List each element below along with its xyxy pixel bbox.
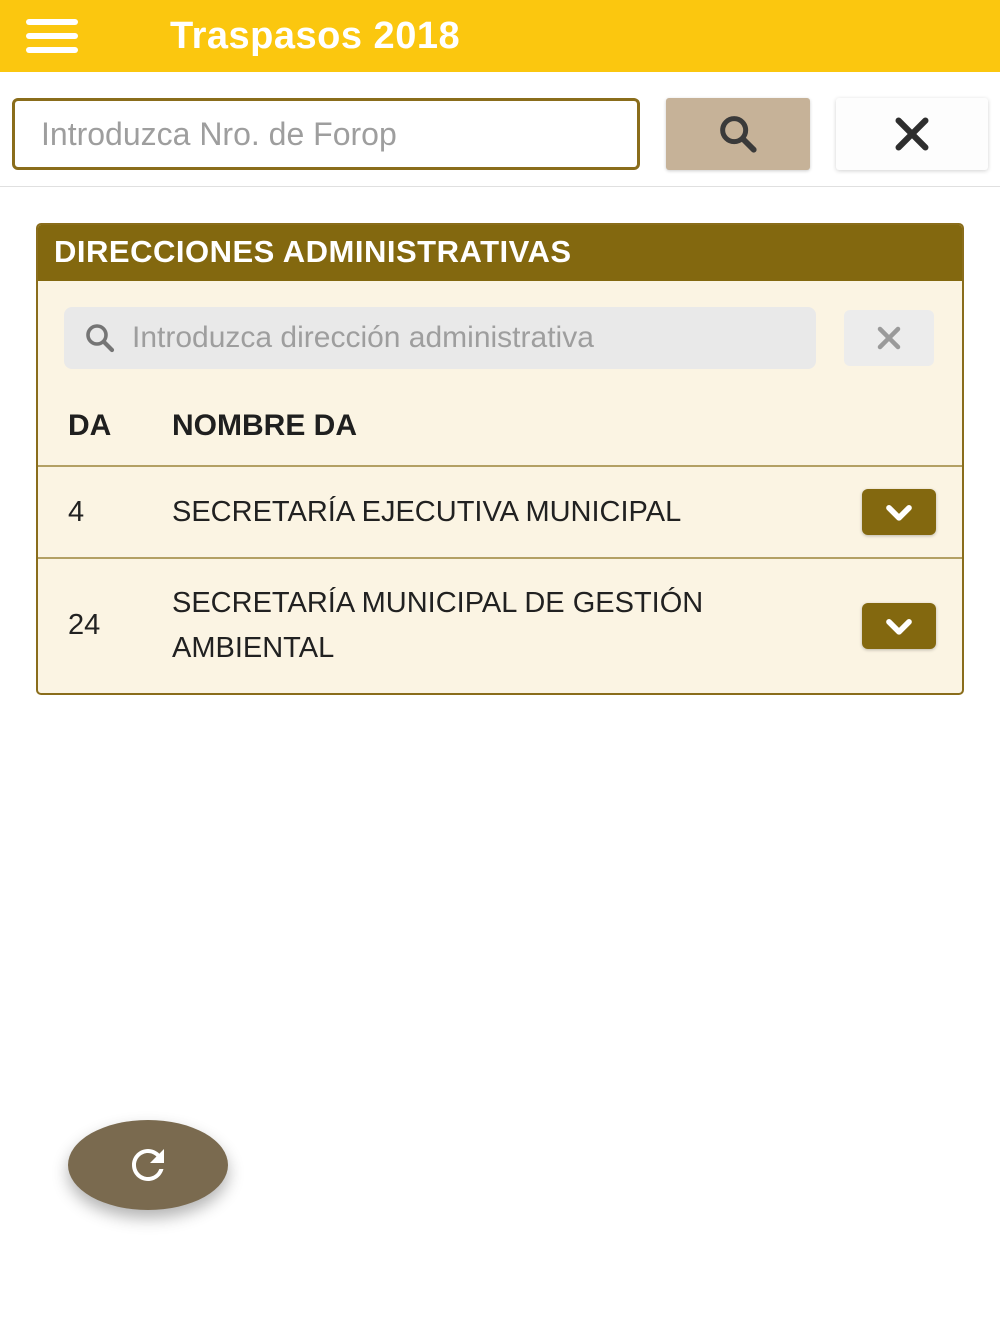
expand-row-button[interactable]: [862, 489, 936, 535]
cell-da: 4: [68, 495, 85, 528]
menu-button[interactable]: [26, 14, 82, 58]
close-icon: [889, 111, 935, 157]
chevron-down-icon: [879, 492, 919, 532]
cell-nombre: SECRETARÍA MUNICIPAL DE GESTIÓN AMBIENTAL: [172, 587, 704, 664]
app-bar: [0, 0, 1000, 72]
da-search-box[interactable]: [64, 307, 816, 369]
col-header-da: DA: [68, 409, 112, 442]
panel-search-row: [38, 281, 962, 387]
top-search-section: [0, 72, 1000, 187]
page-title: Traspasos 2018: [170, 14, 461, 57]
cell-da: 24: [68, 609, 101, 642]
refresh-fab[interactable]: [68, 1120, 228, 1210]
table-row: [38, 559, 962, 693]
da-clear-button[interactable]: [844, 310, 934, 366]
magnifier-icon: [82, 320, 118, 356]
panel-title: DIRECCIONES ADMINISTRATIVAS: [38, 225, 962, 281]
forop-search-input[interactable]: [12, 98, 640, 170]
da-search-input[interactable]: [132, 321, 798, 355]
table-row: [38, 467, 962, 559]
direcciones-panel: [36, 223, 964, 695]
col-header-nombre: NOMBRE DA: [172, 409, 357, 442]
chevron-down-icon: [879, 606, 919, 646]
magnifier-icon: [715, 111, 761, 157]
cell-nombre: SECRETARÍA EJECUTIVA MUNICIPAL: [172, 495, 682, 528]
close-icon: [871, 320, 907, 356]
refresh-icon: [124, 1141, 172, 1189]
search-button[interactable]: [666, 98, 810, 170]
expand-row-button[interactable]: [862, 603, 936, 649]
table-header-row: [38, 387, 962, 467]
da-table: [38, 387, 962, 693]
clear-button[interactable]: [836, 98, 988, 170]
